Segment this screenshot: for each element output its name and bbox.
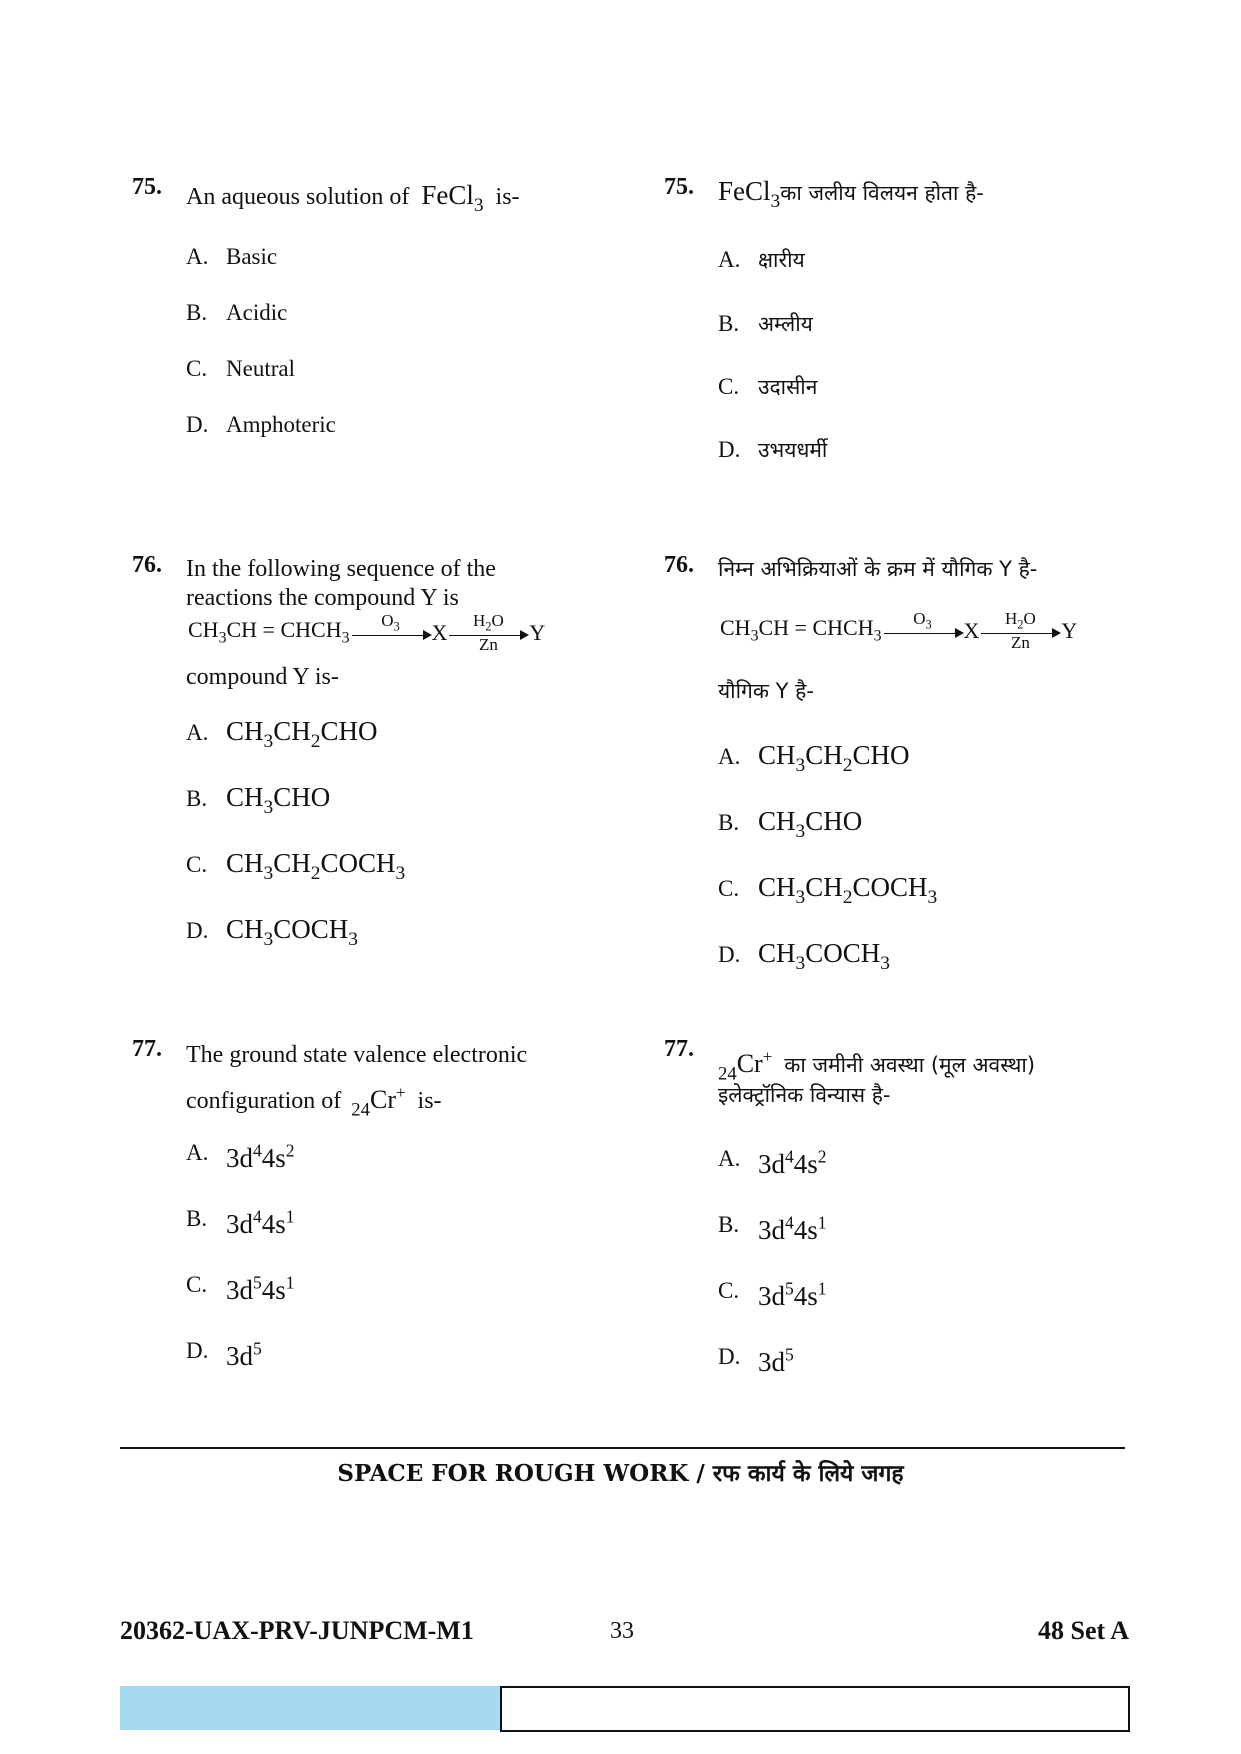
question-text-line1: $_{24}$Cr+ का जमीनी अवस्था (मूल अवस्था) <box>718 1047 1036 1085</box>
product: Y <box>529 619 546 645</box>
question-text-line1: The ground state valence electronic <box>186 1042 528 1068</box>
option-d[interactable]: D. Amphoteric <box>186 412 336 437</box>
reaction-equation <box>188 612 545 653</box>
option-a[interactable]: A. Basic <box>186 244 278 269</box>
question-text-line1: निम्न अभिक्रियाओं के क्रम में यौगिक Y है- <box>718 557 1038 581</box>
formula: FeCl$_3$ <box>421 180 484 216</box>
product: Y <box>1061 617 1078 643</box>
option-b[interactable]: B. Acidic <box>186 300 288 325</box>
option-d[interactable]: D. $3d^5$ <box>186 1338 262 1371</box>
intermediate: X <box>431 619 448 645</box>
paper-code: 20362-UAX-PRV-JUNPCM-M1 <box>120 1616 474 1645</box>
option-c[interactable]: C. $3d^54s^1$ <box>186 1272 295 1305</box>
option-b[interactable]: B. अम्लीय <box>718 311 813 336</box>
formula: FeCl$_3$ <box>718 176 781 212</box>
option-a[interactable]: A. $3d^44s^2$ <box>186 1140 295 1173</box>
set-label: 48 Set A <box>1038 1616 1129 1645</box>
option-a[interactable]: A. $CH_3CH_2CHO$ <box>718 740 910 776</box>
question-number: 76. <box>664 552 694 578</box>
reaction-arrow: $H_2O$ Zn <box>981 610 1059 651</box>
question-text-line2: इलेक्ट्रॉनिक विन्यास है- <box>718 1083 891 1107</box>
reactant: $CH_3CH$ = $CHCH_3$ <box>188 617 350 647</box>
option-b[interactable]: B. $CH_3CHO$ <box>718 806 863 842</box>
reaction-arrow: $O_3$ <box>352 612 430 653</box>
question-number: 75. <box>664 174 694 200</box>
footer-bar-shaded <box>120 1686 500 1730</box>
ion: $_{24}$Cr+ <box>351 1083 406 1121</box>
question-text-line3: compound Y is- <box>186 664 339 690</box>
option-c[interactable]: C. $CH_3CH_2COCH_3$ <box>186 848 406 884</box>
footer-box <box>500 1686 1130 1732</box>
reaction-arrow: $H_2O$ Zn <box>449 612 527 653</box>
option-c[interactable]: C. Neutral <box>186 356 295 381</box>
question-text: FeCl$_3$का जलीय विलयन होता है- <box>718 176 984 212</box>
page-number: 33 <box>610 1618 634 1644</box>
option-c[interactable]: C. उदासीन <box>718 374 818 399</box>
option-a[interactable]: A. क्षारीय <box>718 247 805 272</box>
question-text-line3: यौगिक Y है- <box>718 679 814 703</box>
option-a[interactable]: A. $CH_3CH_2CHO$ <box>186 716 378 752</box>
option-b[interactable]: B. $3d^44s^1$ <box>718 1212 827 1245</box>
option-b[interactable]: B. $CH_3CHO$ <box>186 782 331 818</box>
option-a[interactable]: A. $3d^44s^2$ <box>718 1146 827 1179</box>
question-number: 77. <box>664 1036 694 1062</box>
option-b[interactable]: B. $3d^44s^1$ <box>186 1206 295 1239</box>
question-text-line2: reactions the compound Y is <box>186 585 459 611</box>
question-number: 77. <box>132 1036 162 1062</box>
option-d[interactable]: D. $3d^5$ <box>718 1344 794 1377</box>
question-number: 76. <box>132 552 162 578</box>
option-d[interactable]: D. $CH_3COCH_3$ <box>186 914 358 950</box>
question-text-line2: configuration of $_{24}$Cr+ is- <box>186 1083 442 1121</box>
reaction-arrow: $O_3$ <box>884 610 962 651</box>
option-d[interactable]: D. $CH_3COCH_3$ <box>718 938 890 974</box>
option-c[interactable]: C. $3d^54s^1$ <box>718 1278 827 1311</box>
rough-work-label: SPACE FOR ROUGH WORK / रफ कार्य के लिये जगह <box>337 1460 904 1487</box>
question-text-line1: In the following sequence of the <box>186 556 496 582</box>
divider-line <box>120 1447 1125 1449</box>
ion: $_{24}$Cr+ <box>718 1047 773 1085</box>
option-c[interactable]: C. $CH_3CH_2COCH_3$ <box>718 872 938 908</box>
intermediate: X <box>963 617 980 643</box>
question-text <box>186 180 520 221</box>
reaction-equation <box>720 610 1077 651</box>
question-text-pre: An aqueous solution of <box>186 184 410 210</box>
option-d[interactable]: D. उभयधर्मी <box>718 437 828 462</box>
question-number: 75. <box>132 174 162 200</box>
reactant: $CH_3CH$ = $CHCH_3$ <box>720 615 882 645</box>
question-text-post: is- <box>495 184 520 210</box>
